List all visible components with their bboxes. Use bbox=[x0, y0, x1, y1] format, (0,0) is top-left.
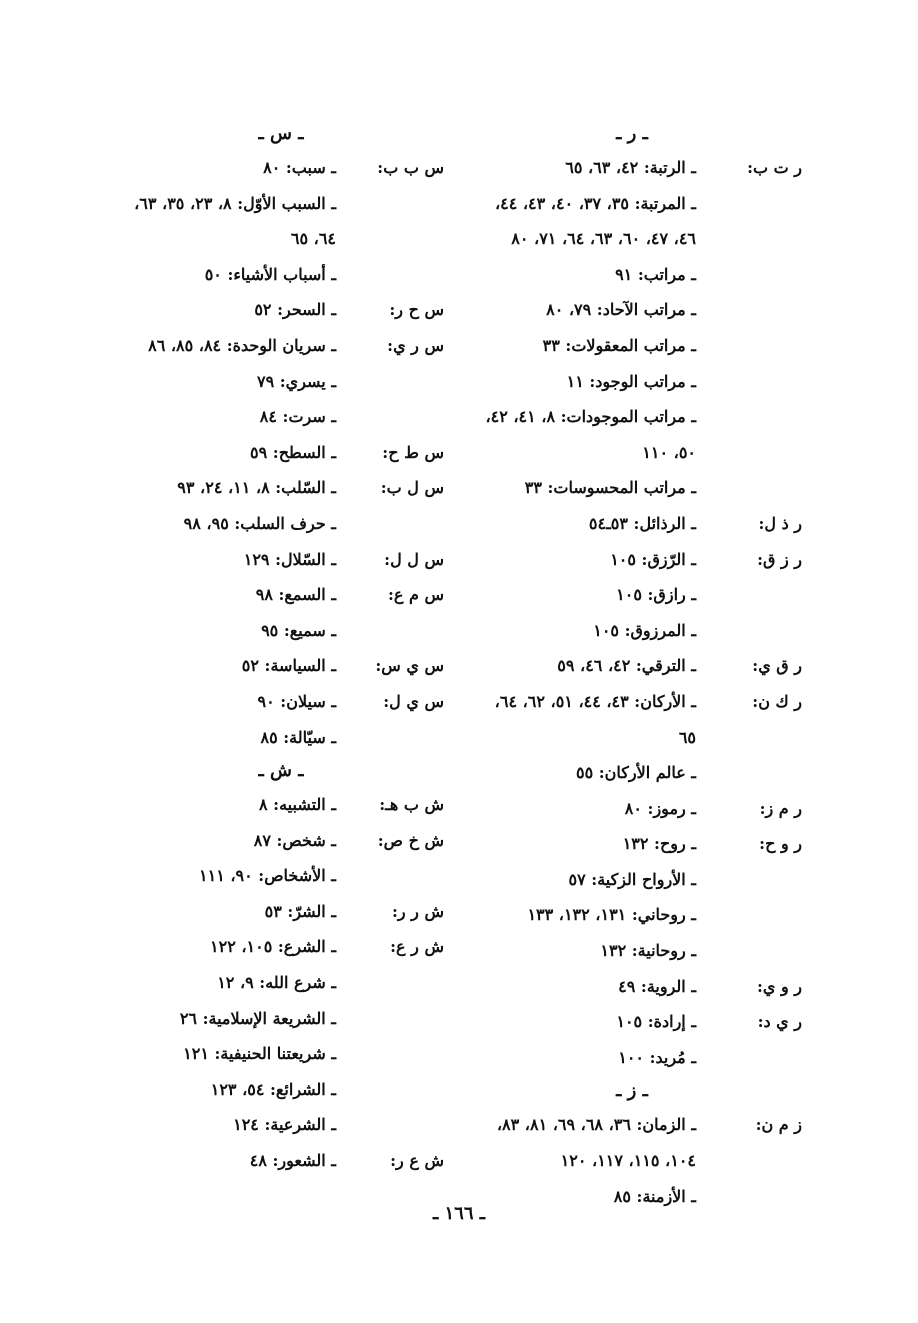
index-entry bbox=[462, 1004, 802, 1040]
index-entry bbox=[462, 969, 802, 1005]
root-letters: س ي ل: bbox=[383, 691, 444, 711]
index-entry bbox=[462, 399, 802, 435]
index-entry bbox=[462, 577, 802, 613]
index-entry bbox=[110, 1036, 452, 1072]
entry-text: ـ روحاني: ١٣١، ١٣٢، ١٣٣ bbox=[527, 905, 696, 925]
entry-text: ـ الرّزق: ١٠٥ bbox=[610, 549, 696, 569]
entry-text: ـ رازق: ١٠٥ bbox=[616, 585, 696, 605]
root-letters: س ط ح: bbox=[382, 442, 444, 462]
root-letters: ش ر ر: bbox=[391, 901, 444, 921]
index-entry bbox=[110, 684, 452, 720]
index-entry bbox=[110, 435, 452, 471]
index-entry bbox=[110, 257, 452, 293]
root-letters: س ل ل: bbox=[384, 549, 444, 569]
entry-text: ـ الترقي: ٤٢، ٤٦، ٥٩ bbox=[557, 656, 696, 676]
entry-text: ٥٠، ١١٠ bbox=[642, 442, 696, 462]
entry-text: ـ الزمان: ٣٦، ٦٨، ٦٩، ٨١، ٨٣، bbox=[496, 1115, 696, 1135]
index-entry bbox=[462, 613, 802, 649]
index-entry bbox=[462, 720, 802, 756]
entry-text: ـ سرت: ٨٤ bbox=[259, 407, 336, 427]
root-letters: ر و ح: bbox=[759, 834, 802, 854]
index-column-right bbox=[462, 118, 802, 1214]
index-entry bbox=[110, 648, 452, 684]
index-entry bbox=[462, 364, 802, 400]
letter-section-heading: ـ ز ـ bbox=[616, 1080, 648, 1102]
letter-section-heading: ـ ر ـ bbox=[616, 123, 648, 144]
root-letters: س ب ب: bbox=[377, 158, 444, 177]
index-entry bbox=[110, 221, 452, 257]
index-entry bbox=[110, 1072, 452, 1108]
entry-text: ـ مراتب المعقولات: ٣٣ bbox=[542, 335, 696, 355]
entry-text: ـ الأزمنة: ٨٥ bbox=[613, 1186, 696, 1206]
entry-text: ـ الشعور: ٤٨ bbox=[249, 1151, 336, 1171]
root-letters: ر ك ن: bbox=[752, 691, 802, 711]
entry-text: ـ الشرع: ١٠٥، ١٢٢ bbox=[210, 937, 336, 957]
index-entry bbox=[110, 823, 452, 859]
entry-text: ـ سبب: ٨٠ bbox=[263, 158, 336, 177]
root-letters: ر ذ ل: bbox=[758, 513, 802, 533]
root-letters: ش ع ر: bbox=[390, 1151, 444, 1171]
index-entry bbox=[110, 470, 452, 506]
entry-text: ـ يسري: ٧٩ bbox=[257, 371, 336, 391]
entry-text: ـ شخص: ٨٧ bbox=[253, 830, 336, 850]
letter-section-heading: ـ س ـ bbox=[258, 123, 304, 144]
index-entry bbox=[462, 826, 802, 862]
entry-text: ١٠٤، ١١٥، ١١٧، ١٢٠ bbox=[560, 1151, 696, 1171]
entry-text: ـ عالم الأركان: ٥٥ bbox=[576, 763, 696, 783]
entry-text: ـ سميع: ٩٥ bbox=[261, 620, 336, 640]
entry-text: ـ مراتب الوجود: ١١ bbox=[566, 371, 696, 391]
index-entry bbox=[110, 613, 452, 649]
root-letters: ش خ ص: bbox=[377, 830, 444, 850]
index-entry bbox=[462, 470, 802, 506]
index-entry bbox=[110, 328, 452, 364]
entry-text: ـ روحانية: ١٣٢ bbox=[600, 941, 696, 961]
index-entry bbox=[462, 328, 802, 364]
root-letters: ر ق ي: bbox=[752, 656, 802, 676]
entry-text: ـ الشرائع: ٥٤، ١٢٣ bbox=[210, 1079, 336, 1099]
entry-text: ـ إرادة: ١٠٥ bbox=[616, 1012, 696, 1032]
index-entry bbox=[462, 897, 802, 933]
entry-text: ـ سيّالة: ٨٥ bbox=[260, 727, 336, 747]
entry-text: ـ السّلب: ٨، ١١، ٢٤، ٩٣ bbox=[177, 478, 336, 498]
entry-text: ـ السياسة: ٥٢ bbox=[241, 656, 336, 676]
entry-text: ـ السمع: ٩٨ bbox=[255, 585, 336, 605]
entry-text: ـ أسباب الأشياء: ٥٠ bbox=[204, 264, 336, 284]
entry-text: ٦٤، ٦٥ bbox=[290, 229, 336, 249]
index-entry bbox=[110, 577, 452, 613]
entry-text: ـ مراتب الموجودات: ٨، ٤١، ٤٢، bbox=[485, 407, 696, 427]
index-entry bbox=[110, 364, 452, 400]
entry-text: ـ شريعتنا الحنيفية: ١٢١ bbox=[183, 1044, 336, 1064]
entry-text: ـ سيلان: ٩٠ bbox=[257, 691, 336, 711]
index-entry bbox=[462, 791, 802, 827]
entry-text: ـ الروية: ٤٩ bbox=[618, 976, 696, 996]
index-entry bbox=[462, 257, 802, 293]
index-entry bbox=[462, 755, 802, 791]
root-letters: ش ر ع: bbox=[390, 937, 444, 957]
index-entry bbox=[110, 894, 452, 930]
entry-text: ـ المرتبة: ٣٥، ٣٧، ٤٠، ٤٣، ٤٤، bbox=[494, 193, 696, 213]
index-entry bbox=[110, 929, 452, 965]
index-entry bbox=[462, 648, 802, 684]
entry-text: ـ التشبيه: ٨ bbox=[259, 795, 336, 815]
entry-text: ـ الشرّ: ٥٣ bbox=[264, 901, 336, 921]
index-entry bbox=[110, 965, 452, 1001]
entry-text: ـ شرع الله: ٩، ١٢ bbox=[217, 973, 336, 993]
index-entry bbox=[110, 1143, 452, 1179]
index-entry bbox=[110, 787, 452, 823]
index-entry bbox=[462, 506, 802, 542]
entry-text: ـ مراتب الآحاد: ٧٩، ٨٠ bbox=[546, 300, 696, 320]
entry-text: ـ الأشخاص: ٩٠، ١١١ bbox=[199, 866, 336, 886]
entry-text: ـ الرذائل: ٥٣ـ٥٤ bbox=[588, 513, 696, 533]
root-letters: س م ع: bbox=[387, 585, 444, 605]
index-entry bbox=[110, 1001, 452, 1037]
entry-text: ـ الأرواح الزكية: ٥٧ bbox=[568, 869, 696, 889]
index-entry bbox=[110, 858, 452, 894]
index-entry bbox=[462, 150, 802, 186]
index-entry bbox=[462, 292, 802, 328]
root-letters: ش ب هـ: bbox=[379, 795, 444, 815]
root-letters: ر ت ب: bbox=[747, 158, 802, 177]
index-entry bbox=[110, 292, 452, 328]
entry-text: ـ روح: ١٣٢ bbox=[622, 834, 696, 854]
root-letters: س ل ب: bbox=[380, 478, 444, 498]
index-column-left bbox=[110, 118, 452, 1179]
index-entry bbox=[462, 1040, 802, 1076]
index-entry bbox=[462, 1143, 802, 1179]
root-letters: ر ز ق: bbox=[757, 549, 802, 569]
index-entry bbox=[110, 720, 452, 756]
entry-text: ـ رموز: ٨٠ bbox=[624, 798, 696, 818]
entry-text: ـ الشريعة الإسلامية: ٢٦ bbox=[179, 1008, 336, 1028]
entry-text: ـ سريان الوحدة: ٨٤، ٨٥، ٨٦ bbox=[148, 335, 336, 355]
root-letters: ر ي د: bbox=[757, 1012, 802, 1032]
entry-text: ـ السبب الأوّل: ٨، ٢٣، ٣٥، ٦٣، bbox=[134, 193, 336, 213]
root-letters: س ر ي: bbox=[387, 335, 444, 355]
entry-text: ـ مراتب المحسوسات: ٣٣ bbox=[524, 478, 696, 498]
entry-text: ـ الشرعية: ١٢٤ bbox=[233, 1115, 336, 1135]
index-entry bbox=[462, 1107, 802, 1143]
entry-text: ـ السطح: ٥٩ bbox=[250, 442, 336, 462]
entry-text: ـ السحر: ٥٢ bbox=[254, 300, 336, 320]
index-entry bbox=[110, 1107, 452, 1143]
entry-text: ـ الأركان: ٤٣، ٤٤، ٥١، ٦٢، ٦٤، bbox=[494, 691, 696, 711]
entry-text: ٦٥ bbox=[678, 727, 696, 747]
index-entry bbox=[462, 862, 802, 898]
index-entry bbox=[462, 933, 802, 969]
root-letters: ز م ن: bbox=[755, 1115, 802, 1135]
entry-text: ـ مراتب: ٩١ bbox=[615, 264, 696, 284]
index-entry bbox=[110, 399, 452, 435]
entry-text: ـ الرتبة: ٤٢، ٦٣، ٦٥ bbox=[565, 158, 696, 177]
index-entry bbox=[110, 542, 452, 578]
entry-text: ـ السّلال: ١٢٩ bbox=[243, 549, 336, 569]
entry-text: ـ حرف السلب: ٩٥، ٩٨ bbox=[183, 513, 336, 533]
root-letters: ر م ز: bbox=[759, 798, 802, 818]
index-entry bbox=[462, 186, 802, 222]
entry-text: ٤٦، ٤٧، ٦٠، ٦٣، ٦٤، ٧١، ٨٠ bbox=[511, 229, 696, 249]
root-letters: س ي س: bbox=[375, 656, 444, 676]
index-entry bbox=[462, 435, 802, 471]
index-entry bbox=[462, 684, 802, 720]
page-number: ـ ١٦٦ ـ bbox=[432, 1203, 486, 1224]
index-entry bbox=[462, 221, 802, 257]
entry-text: ـ مُريد: ١٠٠ bbox=[618, 1047, 696, 1067]
entry-text: ـ المرزوق: ١٠٥ bbox=[593, 620, 696, 640]
letter-section-heading: ـ ش ـ bbox=[258, 760, 304, 782]
index-entry bbox=[110, 186, 452, 222]
root-letters: ر و ي: bbox=[756, 976, 802, 996]
index-entry bbox=[462, 542, 802, 578]
index-entry bbox=[110, 150, 452, 186]
index-entry bbox=[110, 506, 452, 542]
root-letters: س ح ر: bbox=[389, 300, 444, 320]
